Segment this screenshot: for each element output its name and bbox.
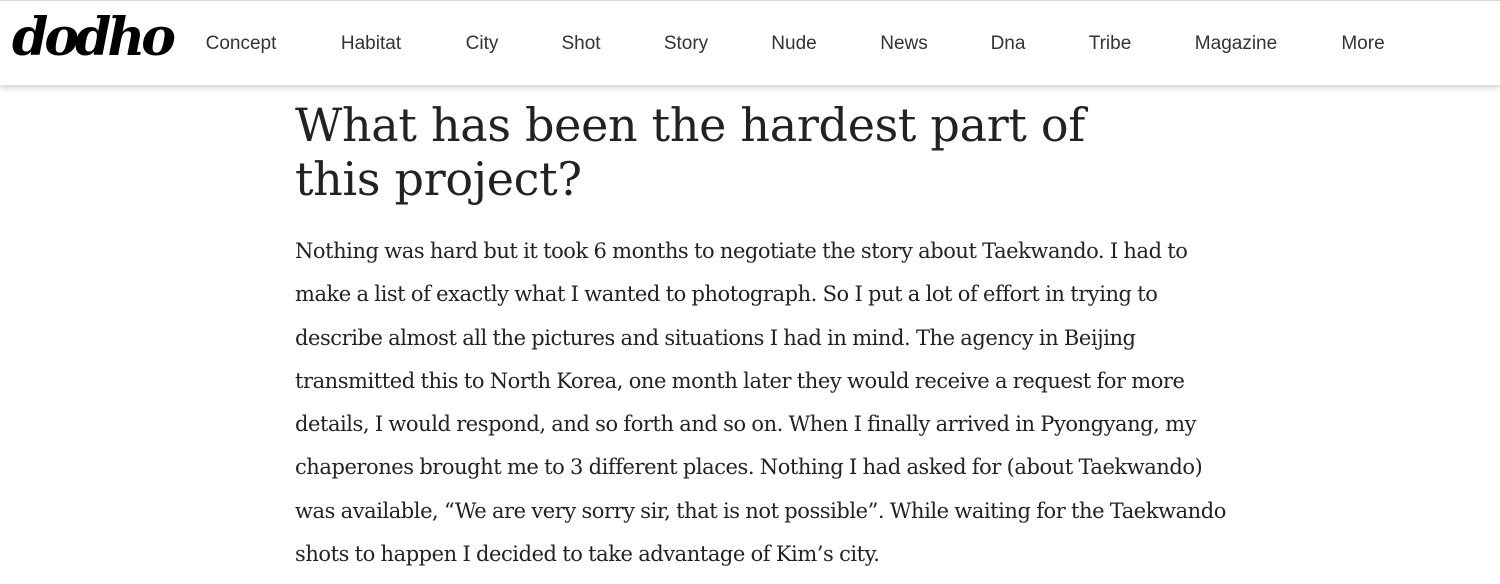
- nav-item-news[interactable]: News: [880, 33, 928, 54]
- nav-item-story[interactable]: Story: [663, 33, 709, 54]
- nav-item-tribe[interactable]: Tribe: [1088, 33, 1132, 54]
- answer-paragraph: Nothing was hard but it took 6 months to negotiate the story about Taekwando. I had to make a list of exactly what I wanted to photograph. So I put a lot of effort in trying to describe almost all the pictures and situations I had in mind. The agency in Beijing transmitted this to North Korea, one month later they would receive a request for more details, I would respond, and so forth and so on. When I finally arrived in Pyongyang, my chaperones brought me to 3 different places. Nothing I had asked for (about Taekwando) was available, “We are very sorry sir, that is not possible”. While waiting for the Taekwando shots to happen I decided to take advantage of Kim’s city.: [295, 239, 1226, 567]
- nav-item-habitat[interactable]: Habitat: [340, 33, 402, 54]
- nav-item-more[interactable]: More: [1341, 33, 1385, 54]
- nav-item-shot[interactable]: Shot: [561, 33, 601, 54]
- nav-item-concept[interactable]: Concept: [205, 33, 277, 54]
- nav-item-city[interactable]: City: [465, 33, 499, 54]
- nav-item-magazine[interactable]: Magazine: [1194, 33, 1278, 54]
- nav-item-nude[interactable]: Nude: [771, 33, 817, 54]
- question-heading: What has been the hardest part of this project?: [295, 98, 1086, 206]
- nav-item-dna[interactable]: Dna: [990, 33, 1026, 54]
- article-content: [295, 98, 1245, 576]
- site-logo[interactable]: dodho: [12, 7, 172, 68]
- main-nav: [0, 1, 1500, 86]
- top-navigation-bar: [0, 0, 1500, 85]
